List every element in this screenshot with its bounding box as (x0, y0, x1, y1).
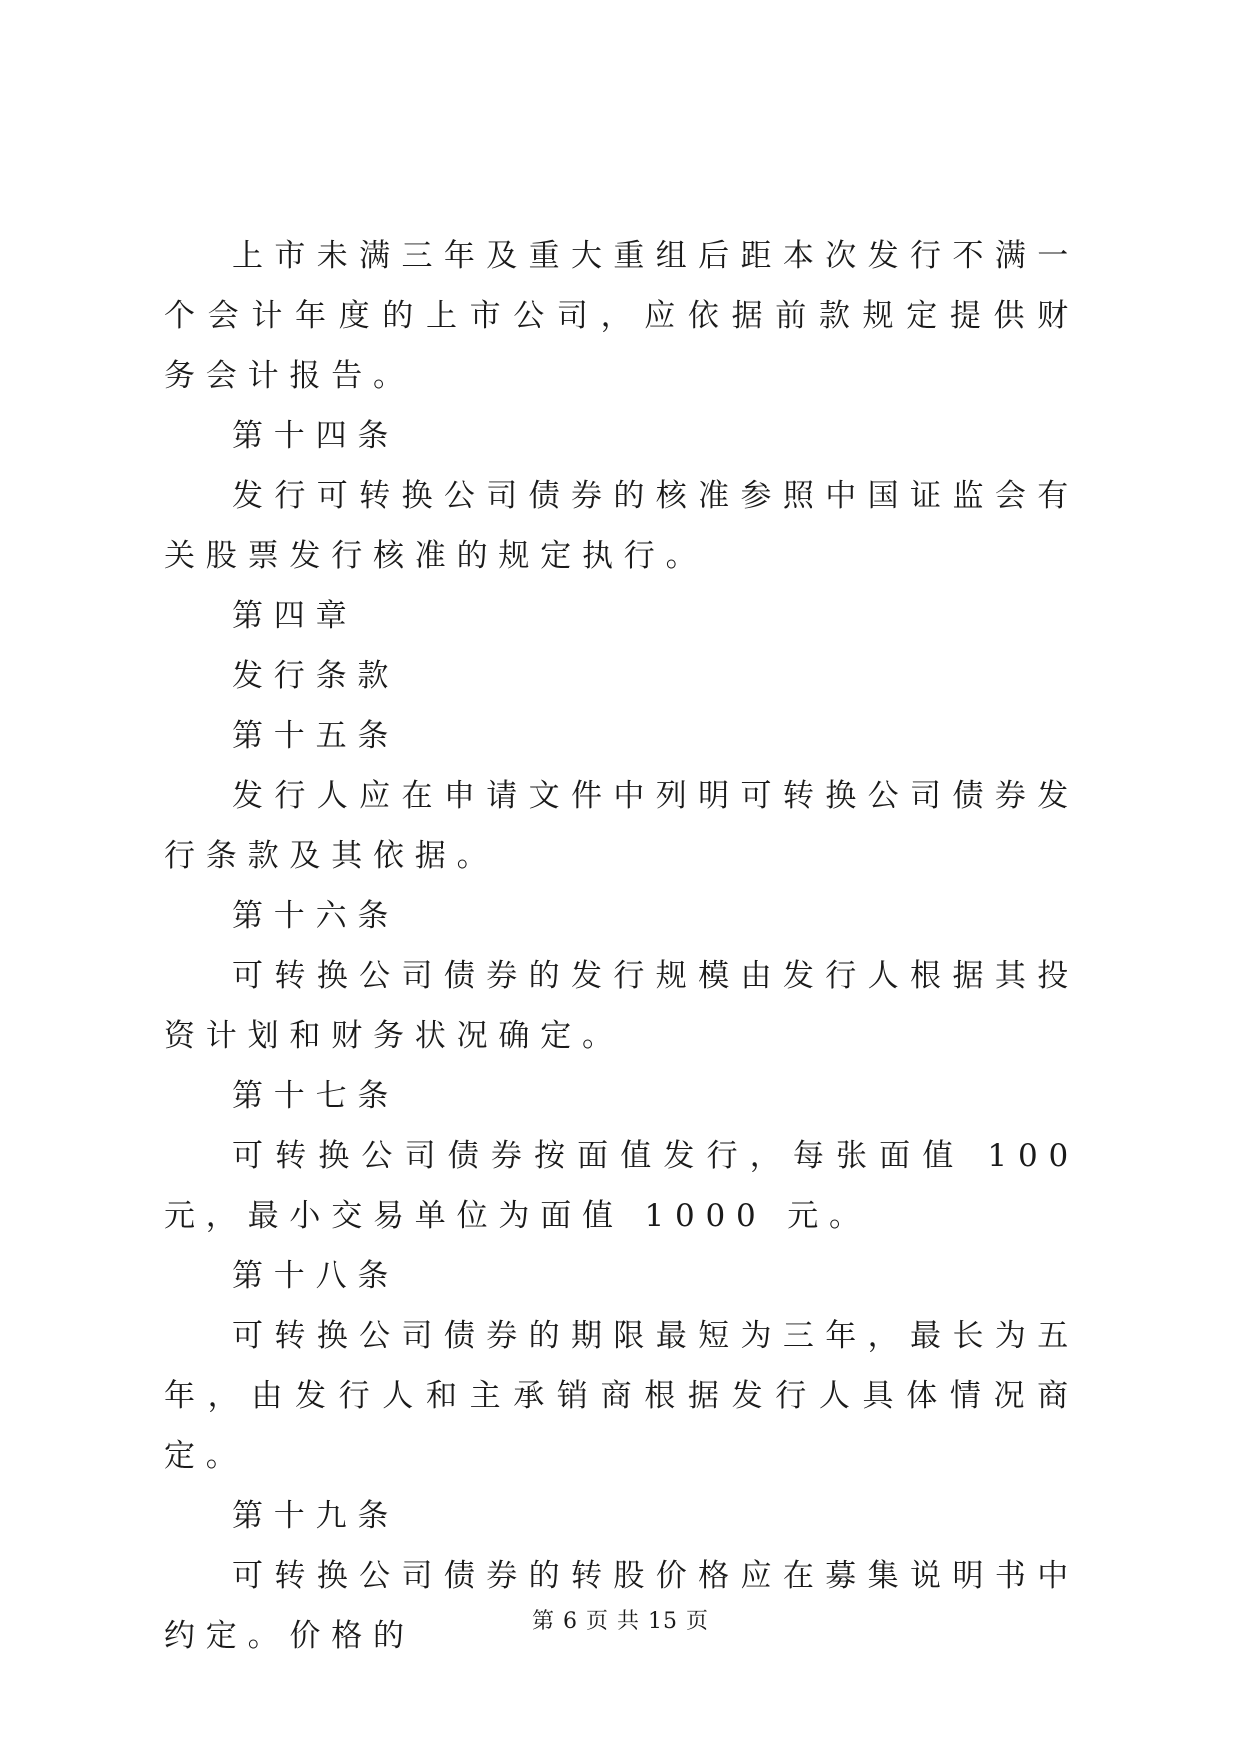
article-heading: 第十五条 (232, 718, 400, 754)
article-heading: 第十八条 (232, 1258, 400, 1294)
paragraph: 发行人应在申请文件中列明可转换公司债券发行条款及其依据。 (164, 778, 1079, 874)
paragraph: 可转换公司债券的期限最短为三年，最长为五年，由发行人和主承销商根据发行人具体情况商定。 (164, 1318, 1079, 1474)
paragraph: 上市未满三年及重大重组后距本次发行不满一个会计年度的上市公司，应依据前款规定提供财务会计报告。 (164, 238, 1079, 394)
document-body (164, 226, 1079, 1666)
page-footer: 第 6 页 共 15 页 (532, 1609, 709, 1634)
article-heading: 第十六条 (232, 898, 400, 934)
article-heading: 第十九条 (232, 1498, 400, 1534)
paragraph: 可转换公司债券按面值发行，每张面值 100 元，最小交易单位为面值 1000 元。 (164, 1138, 1079, 1234)
article-heading: 第十四条 (232, 418, 400, 454)
chapter-title: 发行条款 (232, 658, 400, 694)
chapter-heading: 第四章 (232, 598, 358, 634)
article-heading: 第十七条 (232, 1078, 400, 1114)
paragraph: 可转换公司债券的转股价格应在募集说明书中约定。价格的 (164, 1558, 1079, 1654)
paragraph: 发行可转换公司债券的核准参照中国证监会有关股票发行核准的规定执行。 (164, 478, 1079, 574)
paragraph: 可转换公司债券的发行规模由发行人根据其投资计划和财务状况确定。 (164, 958, 1079, 1054)
